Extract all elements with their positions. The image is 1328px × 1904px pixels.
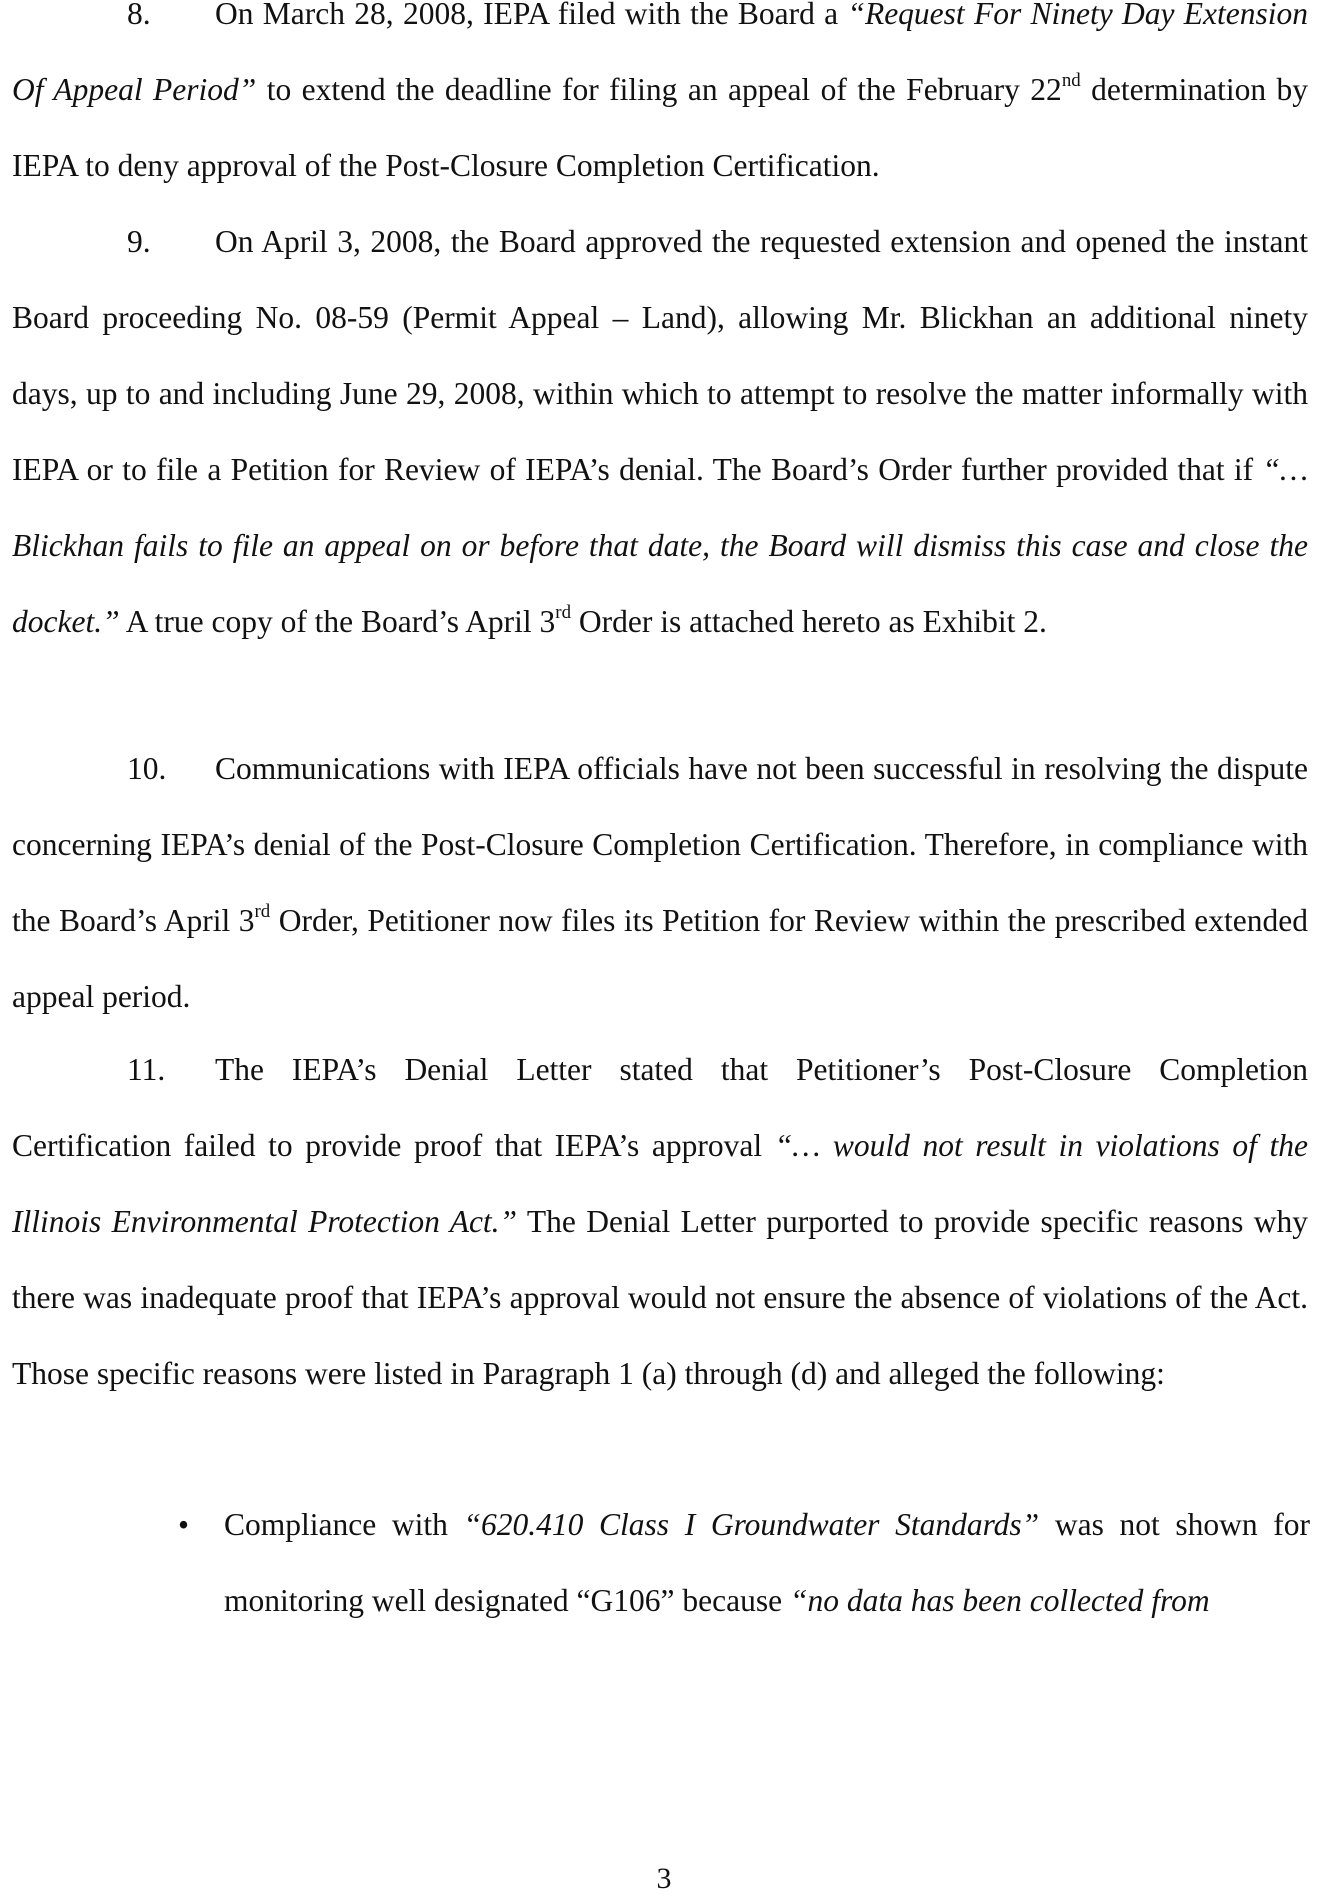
bullet-text-part: Compliance with xyxy=(224,1507,464,1542)
paragraph-text: On April 3, 2008, the Board approved the requested extension and opened the instant Board proceeding No. 08-59 (Permit Appeal – Land), allowing Mr. Blickhan an additional ninety days, up to and including June 29, 2008, within which to attempt to resolve the matter informally with IEPA or to file a Petition for Review of IEPA’s denial. The Board’s Order further provided that if xyxy=(12,224,1308,487)
paragraph-number: 10. xyxy=(127,751,167,786)
paragraph-text: Order is attached hereto as Exhibit 2. xyxy=(571,604,1047,639)
paragraph-text: determination by IEPA to deny approval of the Post-Closure Completion Certification. xyxy=(12,72,1308,183)
ordinal-suffix: rd xyxy=(555,601,572,623)
page-number: 3 xyxy=(656,1862,672,1895)
quoted-standard: “620.410 Class I Groundwater Standards” xyxy=(463,1507,1040,1542)
bullet-text xyxy=(224,1487,1310,1639)
quoted-title: “Request For Ninety Day Extension Of Appeal Period” xyxy=(12,0,1309,107)
paragraph-9 xyxy=(12,204,1308,660)
paragraph-number: 8. xyxy=(127,0,151,31)
ordinal-suffix: rd xyxy=(254,900,271,922)
paragraph-text: Communications with IEPA officials have not been successful in resolving the dispute concerning IEPA’s denial of the Post-Closure Completion Certification. Therefore, in compliance with the Board’s April 3 xyxy=(12,751,1308,938)
paragraph-10 xyxy=(12,731,1308,1035)
quoted-denial: “… would not result in violations of the Illinois Environmental Protection Act.” xyxy=(12,1128,1308,1239)
paragraph-text: The IEPA’s Denial Letter stated that Petitioner’s Post-Closure Completion Certification failed to provide proof that IEPA’s approval xyxy=(12,1052,1308,1163)
paragraph-text: Order, Petitioner now files its Petition for Review within the prescribed extended appeal period. xyxy=(12,903,1308,1014)
paragraph-text: A true copy of the Board’s April 3 xyxy=(119,604,556,639)
paragraph-text: to extend the deadline for filing an appeal of the February 22 xyxy=(256,72,1062,107)
paragraph-number: 11. xyxy=(127,1052,166,1087)
quoted-reason: “no data has been collected from xyxy=(789,1583,1210,1618)
bullet-text-part: was not shown for monitoring well designated “G106” because xyxy=(224,1507,1310,1618)
paragraph-number: 9. xyxy=(127,224,151,259)
paragraph-text: On March 28, 2008, IEPA filed with the Board a xyxy=(215,0,848,31)
bullet-icon: • xyxy=(178,1507,190,1542)
bullet-item xyxy=(172,1487,1310,1639)
ordinal-suffix: nd xyxy=(1061,69,1081,91)
paragraph-text: The Denial Letter purported to provide specific reasons why there was inadequate proof that IEPA’s approval would not ensure the absence of violations of the Act. Those specific reasons were listed in Paragraph 1 (a) through (d) and alleged the following: xyxy=(12,1204,1308,1391)
paragraph-8 xyxy=(12,0,1308,204)
quoted-order: “… Blickhan fails to file an appeal on or before that date, the Board will dismiss this case and close the docket.” xyxy=(12,452,1308,639)
paragraph-11 xyxy=(12,1032,1308,1412)
